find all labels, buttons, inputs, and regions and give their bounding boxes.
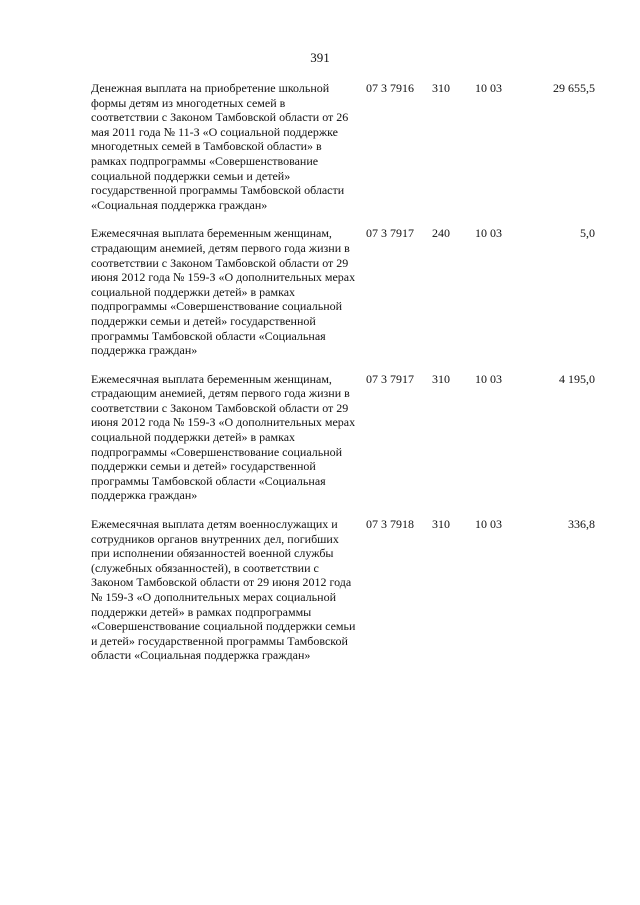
- budget-table: [0, 81, 640, 677]
- row-expense-type: 310: [432, 371, 450, 386]
- row-target-code: 07 3 7917: [366, 226, 414, 241]
- row-section: 10 03: [475, 371, 502, 386]
- row-description: Денежная выплата на приобретение школьной формы детям из многодетных семей в соответствии с Законом Тамбовской области от 26 мая 2011 года № 11-З «О социальной поддержке многодетных семей в Тамбовской области» в рамках подпрограммы «Совершенствование социальной поддержки семьи и детей» государственной программы Тамбовской области «Социальная поддержка граждан»: [91, 81, 349, 212]
- table-row: [0, 517, 640, 663]
- row-expense-type: 310: [432, 81, 450, 95]
- page-number: 391: [310, 50, 330, 65]
- row-description: Ежемесячная выплата детям военнослужащих и сотрудников органов внутренних дел, погибших при исполнении обязанностей военной службы (служебных обязанностей), в соответствии с Законом Тамбовской области от 29 июня 2012 года № 159-З «О дополнительных мерах социальной поддержки детей» в рамках подпрограммы «Совершенствование социальной поддержки семьи и детей» государственной программы Тамбовской области «Социальная поддержка граждан»: [91, 517, 356, 663]
- row-section: 10 03: [475, 226, 502, 241]
- table-row: [0, 81, 640, 212]
- row-amount: 4 195,0: [559, 371, 595, 386]
- row-target-code: 07 3 7916: [366, 81, 414, 95]
- row-amount: 5,0: [580, 226, 595, 241]
- row-expense-type: 310: [432, 517, 450, 532]
- table-row: [0, 226, 640, 357]
- row-amount: 29 655,5: [553, 81, 595, 95]
- row-amount: 336,8: [568, 517, 595, 532]
- row-section: 10 03: [475, 517, 502, 532]
- row-description: Ежемесячная выплата беременным женщинам, страдающим анемией, детям первого года жизни в соответствии с Законом Тамбовской области от 29 июня 2012 года № 159-З «О дополнительных мерах социальной поддержки детей» в рамках подпрограммы «Совершенствование социальной поддержки семьи и детей» государственной программы Тамбовской области «Социальная поддержка граждан»: [91, 226, 356, 358]
- row-expense-type: 240: [432, 226, 450, 241]
- row-target-code: 07 3 7918: [366, 517, 414, 532]
- row-target-code: 07 3 7917: [366, 371, 414, 386]
- row-section: 10 03: [475, 81, 502, 95]
- row-description: Ежемесячная выплата беременным женщинам, страдающим анемией, детям первого года жизни в соответствии с Законом Тамбовской области от 29 июня 2012 года № 159-З «О дополнительных мерах социальной поддержки детей» в рамках подпрограммы «Совершенствование социальной поддержки семьи и детей» государственной программы Тамбовской области «Социальная поддержка граждан»: [91, 371, 356, 503]
- table-row: [0, 372, 640, 503]
